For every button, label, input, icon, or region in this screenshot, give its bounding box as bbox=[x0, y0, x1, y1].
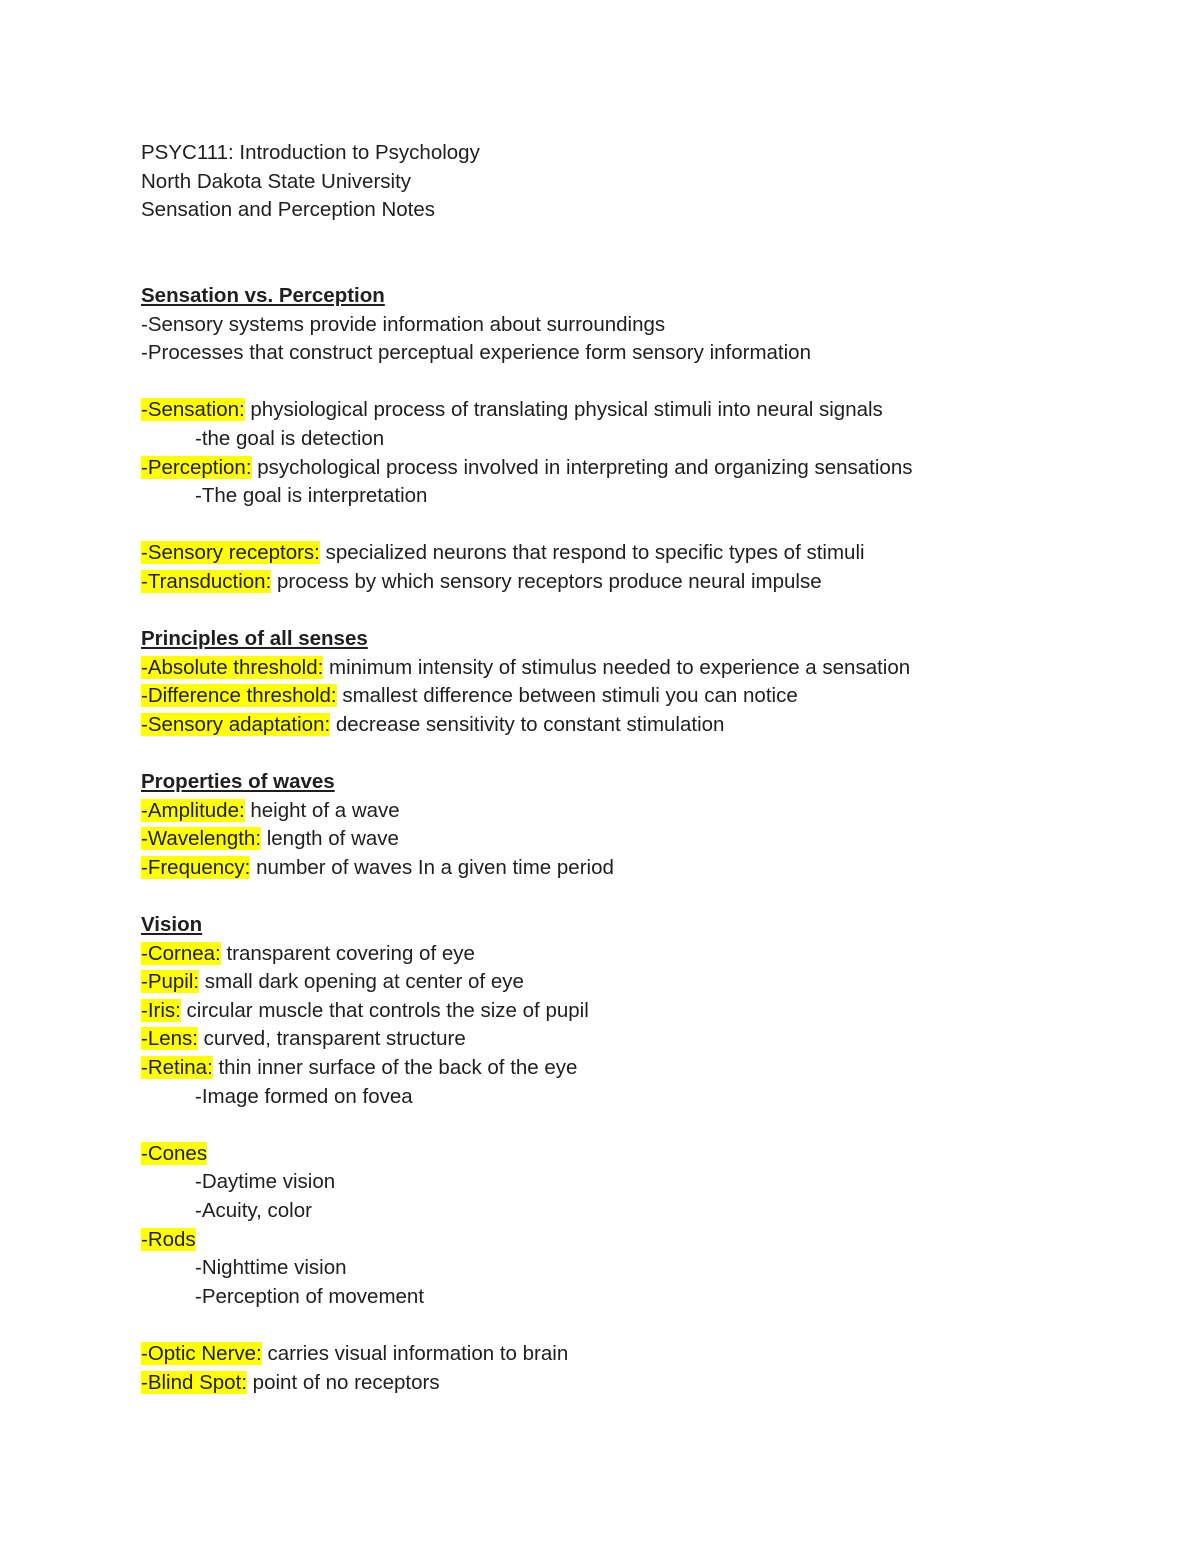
highlighted-term: -Sensation: bbox=[141, 398, 245, 422]
highlighted-term: -Difference threshold: bbox=[141, 684, 337, 708]
definition-text: process by which sensory receptors produce neural impulse bbox=[271, 569, 822, 593]
spacer bbox=[141, 597, 1141, 626]
sub-point: -the goal is detection bbox=[195, 426, 385, 450]
term-definition bbox=[141, 568, 1141, 597]
definition-text: small dark opening at center of eye bbox=[199, 970, 524, 994]
definition-text: transparent covering of eye bbox=[220, 941, 475, 965]
definition-text: carries visual information to brain bbox=[261, 1341, 569, 1365]
spacer bbox=[141, 739, 1141, 768]
highlighted-term: -Amplitude: bbox=[141, 798, 245, 822]
term-definition bbox=[141, 997, 1141, 1026]
highlighted-term: -Absolute threshold: bbox=[141, 655, 324, 679]
spacer bbox=[141, 225, 1141, 254]
definition-text: height of a wave bbox=[244, 798, 400, 822]
highlighted-term: -Rods bbox=[141, 1227, 196, 1251]
definition-text: specialized neurons that respond to specific types of stimuli bbox=[319, 541, 865, 565]
term-definition bbox=[141, 1226, 1141, 1255]
definition-text: decrease sensitivity to constant stimulation bbox=[330, 712, 725, 736]
term-definition bbox=[141, 454, 1141, 483]
highlighted-term: -Wavelength: bbox=[141, 827, 262, 851]
term-definition bbox=[141, 539, 1141, 568]
sub-point: -The goal is interpretation bbox=[195, 484, 428, 508]
term-definition bbox=[141, 682, 1141, 711]
definition-text: length of wave bbox=[261, 827, 399, 851]
definition-text: thin inner surface of the back of the eye bbox=[212, 1056, 578, 1079]
term-definition bbox=[141, 711, 1141, 740]
spacer bbox=[141, 368, 1141, 397]
term-definition bbox=[141, 1369, 1141, 1398]
highlighted-term: -Frequency: bbox=[141, 855, 251, 879]
sub-point: -Perception of movement bbox=[195, 1284, 425, 1308]
university-name: North Dakota State University bbox=[141, 169, 412, 193]
spacer bbox=[141, 1111, 1141, 1140]
document-page bbox=[141, 139, 1141, 1397]
note-line: -Processes that construct perceptual experience form sensory information bbox=[141, 341, 811, 365]
term-definition bbox=[141, 825, 1141, 854]
term-definition bbox=[141, 940, 1141, 969]
section-heading: Principles of all senses bbox=[141, 627, 368, 651]
sub-point: -Acuity, color bbox=[195, 1198, 312, 1222]
course-title: PSYC111: Introduction to Psychology bbox=[141, 141, 480, 164]
term-definition bbox=[141, 1054, 1141, 1083]
highlighted-term: -Retina: bbox=[141, 1056, 213, 1079]
term-definition bbox=[141, 396, 1141, 425]
term-definition bbox=[141, 1140, 1141, 1169]
term-definition bbox=[141, 968, 1141, 997]
highlighted-term: -Sensory receptors: bbox=[141, 541, 320, 565]
highlighted-term: -Cones bbox=[141, 1141, 208, 1165]
spacer bbox=[141, 511, 1141, 540]
term-definition bbox=[141, 854, 1141, 883]
definition-text: circular muscle that controls the size of pupil bbox=[180, 998, 589, 1022]
definition-text: curved, transparent structure bbox=[197, 1027, 466, 1051]
definition-text: physiological process of translating physical stimuli into neural signals bbox=[244, 398, 883, 422]
highlighted-term: -Sensory adaptation: bbox=[141, 712, 331, 736]
definition-text: minimum intensity of stimulus needed to experience a sensation bbox=[323, 655, 911, 679]
definition-text: number of waves In a given time period bbox=[250, 855, 614, 879]
definition-text: smallest difference between stimuli you can notice bbox=[336, 684, 798, 708]
notes-body bbox=[141, 282, 1141, 1397]
term-definition bbox=[141, 797, 1141, 826]
sub-point: -Daytime vision bbox=[195, 1170, 336, 1194]
spacer bbox=[141, 882, 1141, 911]
highlighted-term: -Cornea: bbox=[141, 941, 221, 965]
highlighted-term: -Blind Spot: bbox=[141, 1370, 247, 1394]
section-heading: Sensation vs. Perception bbox=[141, 283, 385, 307]
highlighted-term: -Lens: bbox=[141, 1027, 198, 1051]
highlighted-term: -Iris: bbox=[141, 998, 181, 1022]
section-heading: Properties of waves bbox=[141, 770, 335, 794]
definition-text: psychological process involved in interpreting and organizing sensations bbox=[251, 455, 913, 479]
highlighted-term: -Optic Nerve: bbox=[141, 1341, 262, 1365]
section-heading: Vision bbox=[141, 913, 203, 937]
spacer bbox=[141, 253, 1141, 282]
highlighted-term: -Pupil: bbox=[141, 970, 200, 994]
term-definition bbox=[141, 1340, 1141, 1369]
sub-point: -Nighttime vision bbox=[195, 1256, 347, 1280]
term-definition bbox=[141, 1025, 1141, 1054]
definition-text: point of no receptors bbox=[246, 1370, 440, 1394]
term-definition bbox=[141, 654, 1141, 683]
highlighted-term: -Transduction: bbox=[141, 569, 272, 593]
notes-title: Sensation and Perception Notes bbox=[141, 198, 436, 222]
highlighted-term: -Perception: bbox=[141, 455, 252, 479]
spacer bbox=[141, 1311, 1141, 1340]
note-line: -Sensory systems provide information about surroundings bbox=[141, 312, 666, 336]
sub-point: -Image formed on fovea bbox=[195, 1084, 413, 1108]
